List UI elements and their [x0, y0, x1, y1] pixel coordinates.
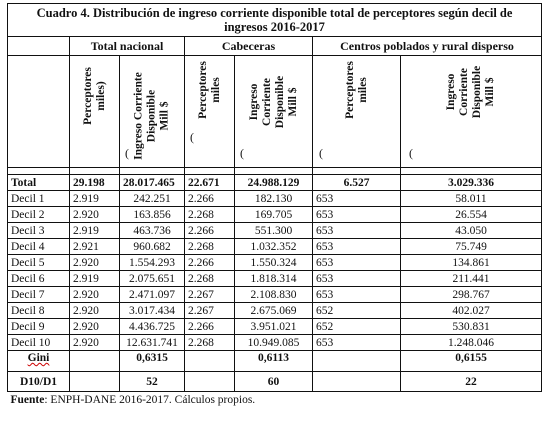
cell: 2.920: [70, 319, 120, 335]
table-row: [8, 191, 542, 207]
table-row: [8, 303, 542, 319]
cell: 2.268: [185, 271, 235, 287]
cell: 463.736: [120, 223, 185, 239]
cell: 28.017.465: [120, 175, 185, 191]
source-text: : ENPH-DANE 2016-2017. Cálculos propios.: [44, 394, 256, 406]
header-ingreso-rural-text: Ingreso Corriente Disponible Mill $: [445, 65, 497, 118]
cell: 2.675.069: [235, 303, 313, 319]
row-label: Decil 9: [8, 319, 70, 335]
cell: 653: [313, 191, 401, 207]
gini-rural: 0,6155: [401, 351, 542, 372]
paren-mark: (: [319, 146, 323, 160]
row-label: Total: [8, 175, 70, 191]
spacer-row: [8, 168, 542, 175]
cell: 530.831: [401, 319, 542, 335]
table-row: [8, 239, 542, 255]
table-row: [8, 319, 542, 335]
source-row: [8, 392, 542, 409]
cell: 2.108.830: [235, 287, 313, 303]
table-row: [8, 255, 542, 271]
cell: 58.011: [401, 191, 542, 207]
cell: 2.920: [70, 287, 120, 303]
cell: 211.441: [401, 271, 542, 287]
cell: 2.268: [185, 207, 235, 223]
paren-mark: (: [240, 146, 244, 160]
cell: 242.251: [120, 191, 185, 207]
header-perceptores-total: [70, 56, 120, 168]
cell: 2.268: [185, 335, 235, 351]
cell: [185, 351, 235, 372]
cell: 653: [313, 239, 401, 255]
corner-cell: [8, 37, 70, 56]
cell: 2.266: [185, 255, 235, 271]
cell: 12.631.741: [120, 335, 185, 351]
header-perceptores-rural: [313, 56, 401, 168]
group-centros-poblados: Centros poblados y rural disperso: [313, 37, 542, 56]
row-label: Decil 8: [8, 303, 70, 319]
ratio-cabeceras: 60: [235, 372, 313, 392]
header-ingreso-total: [120, 56, 185, 168]
cell: 960.682: [120, 239, 185, 255]
cell: 551.300: [235, 223, 313, 239]
paren-mark: (: [190, 130, 194, 144]
income-distribution-table: [7, 3, 542, 408]
cell: 2.266: [185, 223, 235, 239]
source-label: Fuente: [10, 394, 45, 406]
cell: 2.266: [185, 191, 235, 207]
cell: 22.671: [185, 175, 235, 191]
paren-mark: (: [409, 146, 413, 160]
group-cabeceras: Cabeceras: [185, 37, 313, 56]
cell: 2.471.097: [120, 287, 185, 303]
cell: 163.856: [120, 207, 185, 223]
cell: 402.027: [401, 303, 542, 319]
cell: [313, 351, 401, 372]
cell: 653: [313, 335, 401, 351]
table-row-total: [8, 175, 542, 191]
table-row-ratio: [8, 372, 542, 392]
cell: 2.919: [70, 223, 120, 239]
table-title: Cuadro 4. Distribución de ingreso corriente disponible total de perceptores según decil de ingresos 2016-2017: [8, 4, 542, 37]
header-perceptores-cabeceras: [185, 56, 235, 168]
cell: 2.919: [70, 271, 120, 287]
cell: 1.818.314: [235, 271, 313, 287]
cell: 2.919: [70, 191, 120, 207]
cell: 2.920: [70, 303, 120, 319]
group-header-row: [8, 37, 542, 56]
ratio-rural: 22: [401, 372, 542, 392]
cell: 24.988.129: [235, 175, 313, 191]
table-row: [8, 271, 542, 287]
column-header-row: [8, 56, 542, 168]
ratio-label: D10/D1: [8, 372, 70, 392]
header-ingreso-rural: [401, 56, 542, 168]
header-perceptores-rural-text: Perceptores miles: [343, 60, 369, 119]
gini-cabeceras: 0,6113: [235, 351, 313, 372]
cell: 134.861: [401, 255, 542, 271]
header-perceptores-cabeceras-text: Perceptores miles: [196, 60, 222, 119]
cell: 29.198: [70, 175, 120, 191]
cell: 6.527: [313, 175, 401, 191]
row-label: Decil 1: [8, 191, 70, 207]
cell: 653: [313, 287, 401, 303]
cell: 3.029.336: [401, 175, 542, 191]
cell: [313, 372, 401, 392]
cell: 1.248.046: [401, 335, 542, 351]
cell: 653: [313, 223, 401, 239]
cell: 2.075.651: [120, 271, 185, 287]
row-label: Decil 3: [8, 223, 70, 239]
cell: [185, 372, 235, 392]
cell: 653: [313, 271, 401, 287]
row-label: Decil 10: [8, 335, 70, 351]
cell: 3.017.434: [120, 303, 185, 319]
cell: 652: [313, 303, 401, 319]
cell: 2.920: [70, 207, 120, 223]
cell: 2.921: [70, 239, 120, 255]
cell: 2.920: [70, 255, 120, 271]
cell: 4.436.725: [120, 319, 185, 335]
cell: 2.266: [185, 319, 235, 335]
gini-total-nacional: 0,6315: [120, 351, 185, 372]
cell: 43.050: [401, 223, 542, 239]
table-container: [7, 3, 541, 408]
cell: 298.767: [401, 287, 542, 303]
gini-label: Gini: [8, 351, 70, 372]
source-note: [8, 392, 542, 409]
title-row: [8, 4, 542, 37]
cell: 169.705: [235, 207, 313, 223]
label-column-header: [8, 56, 70, 168]
cell: 2.267: [185, 303, 235, 319]
row-label: Decil 2: [8, 207, 70, 223]
cell: 2.920: [70, 335, 120, 351]
cell: 653: [313, 207, 401, 223]
table-row: [8, 207, 542, 223]
cell: 652: [313, 319, 401, 335]
cell: 3.951.021: [235, 319, 313, 335]
header-ingreso-cabeceras: [235, 56, 313, 168]
cell: 1.554.293: [120, 255, 185, 271]
row-label: Decil 5: [8, 255, 70, 271]
table-row-gini: [8, 351, 542, 372]
table-row: [8, 335, 542, 351]
cell: [70, 372, 120, 392]
cell: 10.949.085: [235, 335, 313, 351]
table-row: [8, 223, 542, 239]
row-label: Decil 4: [8, 239, 70, 255]
ratio-total-nacional: 52: [120, 372, 185, 392]
cell: 26.554: [401, 207, 542, 223]
table-row: [8, 287, 542, 303]
cell: 182.130: [235, 191, 313, 207]
header-ingreso-total-text: Ingreso Corriente Disponible Mill $: [132, 71, 171, 160]
header-ingreso-cabeceras-text: Ingreso Corriente Disponible Mill $: [247, 75, 299, 128]
cell: [70, 351, 120, 372]
cell: 1.032.352: [235, 239, 313, 255]
cell: 2.267: [185, 287, 235, 303]
row-label: Decil 7: [8, 287, 70, 303]
cell: 2.268: [185, 239, 235, 255]
cell: 653: [313, 255, 401, 271]
group-total-nacional: Total nacional: [70, 37, 185, 56]
row-label: Decil 6: [8, 271, 70, 287]
header-perceptores-total-text: Perceptores miles): [81, 66, 107, 125]
paren-mark: (: [125, 146, 129, 160]
cell: 75.749: [401, 239, 542, 255]
cell: 1.550.324: [235, 255, 313, 271]
